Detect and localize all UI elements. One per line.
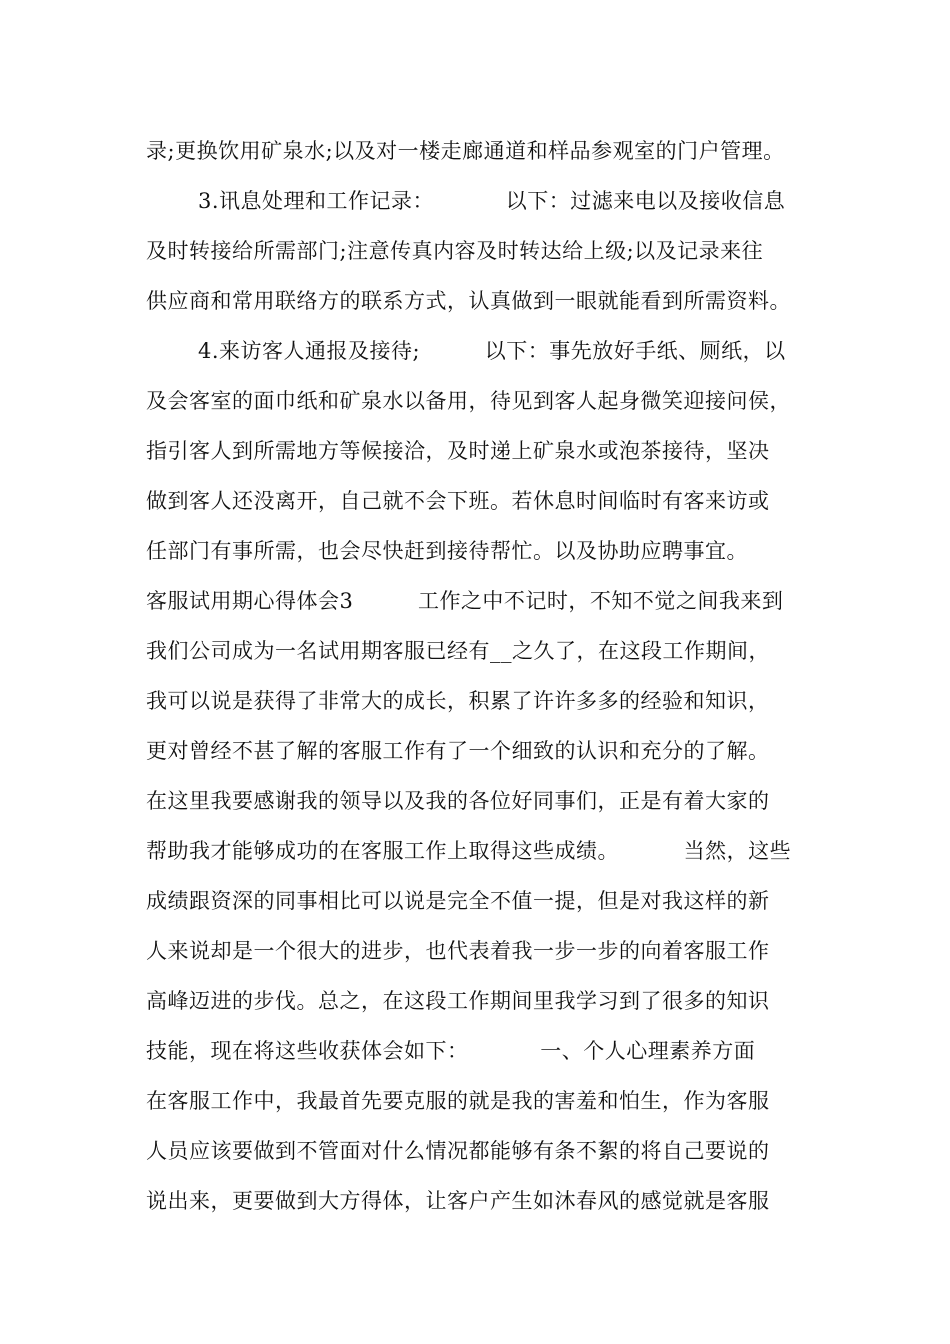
text-line: 供应商和常用联络方的联系方式，认真做到一眼就能看到所需资料。 bbox=[146, 289, 791, 313]
text-line: 人来说却是一个很大的进步，也代表着我一步一步的向着客服工作 bbox=[146, 939, 770, 963]
text-line: 及时转接给所需部门;注意传真内容及时转达给上级;以及记录来往 bbox=[146, 239, 764, 263]
text-line: 我可以说是获得了非常大的成长，积累了许许多多的经验和知识， bbox=[146, 689, 770, 713]
text-line: 在这里我要感谢我的领导以及我的各位好同事们，正是有着大家的 bbox=[146, 789, 770, 813]
text-line: 任部门有事所需，也会尽快赶到接待帮忙。以及协助应聘事宜。 bbox=[146, 539, 748, 563]
text-line: 4.来访客人通报及接待; 以下：事先放好手纸、厕纸，以 bbox=[198, 339, 786, 363]
text-line: 在客服工作中，我最首先要克服的就是我的害羞和怕生，作为客服 bbox=[146, 1089, 770, 1113]
text-line: 更对曾经不甚了解的客服工作有了一个细致的认识和充分的了解。 bbox=[146, 739, 770, 763]
text-line: 做到客人还没离开，自己就不会下班。若休息时间临时有客来访或 bbox=[146, 489, 770, 513]
text-line: 我们公司成为一名试用期客服已经有__之久了，在这段工作期间， bbox=[146, 639, 770, 663]
text-line: 及会客室的面巾纸和矿泉水以备用，待见到客人起身微笑迎接问侯， bbox=[146, 389, 791, 413]
text-line: 人员应该要做到不管面对什么情况都能够有条不絮的将自己要说的 bbox=[146, 1139, 770, 1163]
text-line: 3.讯息处理和工作记录： 以下：过滤来电以及接收信息 bbox=[198, 189, 786, 213]
section-heading-line: 客服试用期心得体会3 工作之中不记时，不知不觉之间我来到 bbox=[146, 589, 784, 613]
text-line: 指引客人到所需地方等候接洽，及时递上矿泉水或泡茶接待，坚决 bbox=[146, 439, 770, 463]
text-line: 高峰迈进的步伐。总之，在这段工作期间里我学习到了很多的知识 bbox=[146, 989, 770, 1013]
text-line: 帮助我才能够成功的在客服工作上取得这些成绩。 当然，这些 bbox=[146, 839, 792, 863]
text-line: 录;更换饮用矿泉水;以及对一楼走廊通道和样品参观室的门户管理。 bbox=[146, 139, 785, 163]
text-line: 技能，现在将这些收获体会如下： 一、个人心理素养方面 bbox=[146, 1039, 756, 1063]
text-line: 成绩跟资深的同事相比可以说是完全不值一提，但是对我这样的新 bbox=[146, 889, 770, 913]
text-line: 说出来，更要做到大方得体，让客户产生如沐春风的感觉就是客服 bbox=[146, 1189, 770, 1213]
